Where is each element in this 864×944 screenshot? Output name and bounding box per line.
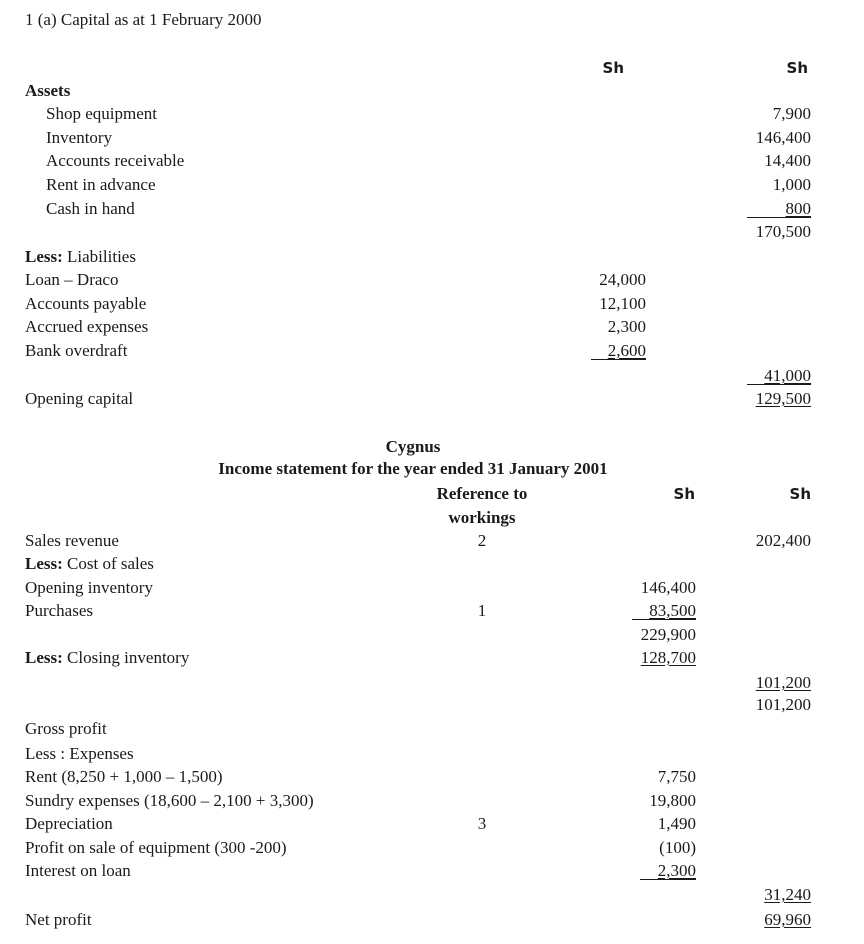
capital-col1-header: Sh bbox=[602, 59, 624, 77]
assets-heading: Assets bbox=[25, 81, 71, 100]
capital-col2-header: Sh bbox=[786, 59, 808, 77]
company-name: Cygnus bbox=[385, 437, 441, 456]
less-bold: Less: bbox=[25, 247, 63, 266]
liability-label: Loan – Draco bbox=[25, 270, 119, 289]
asset-label: Inventory bbox=[46, 128, 113, 147]
cost-of-sales-total: 101,200 bbox=[755, 673, 811, 692]
asset-value: 800 bbox=[785, 199, 811, 218]
asset-label: Shop equipment bbox=[46, 104, 157, 123]
liability-value: 2,600 bbox=[607, 341, 646, 360]
expense-ref: 3 bbox=[477, 814, 487, 833]
income-col2-header: Sh bbox=[789, 485, 811, 503]
less-rest: Cost of sales bbox=[62, 554, 154, 573]
expense-value: 2,300 bbox=[657, 861, 696, 880]
closing-inventory-label bbox=[25, 648, 189, 668]
cos-heading bbox=[25, 554, 154, 574]
gross-profit-value: 101,200 bbox=[755, 695, 811, 714]
liability-label: Accrued expenses bbox=[25, 317, 149, 336]
gross-profit-label: Gross profit bbox=[25, 719, 107, 738]
income-statement-title: Income statement for the year ended 31 January 2001 bbox=[218, 459, 608, 478]
sales-label: Sales revenue bbox=[25, 531, 119, 550]
liabilities-total: 41,000 bbox=[764, 366, 811, 385]
sales-value: 202,400 bbox=[755, 531, 811, 550]
less-rest: Closing inventory bbox=[62, 648, 190, 667]
underline-rule bbox=[747, 384, 811, 385]
asset-value: 7,900 bbox=[772, 104, 811, 123]
asset-value: 146,400 bbox=[755, 128, 811, 147]
net-profit-label: Net profit bbox=[25, 910, 92, 929]
section-title: 1 (a) Capital as at 1 February 2000 bbox=[25, 10, 262, 29]
expense-label: Rent (8,250 + 1,000 – 1,500) bbox=[25, 767, 223, 786]
liability-label: Bank overdraft bbox=[25, 341, 128, 360]
liabilities-heading bbox=[25, 247, 136, 267]
opening-capital-label: Opening capital bbox=[25, 389, 134, 408]
ref-header: Reference to bbox=[436, 484, 528, 503]
expense-value: 19,800 bbox=[649, 791, 696, 810]
purchases-label: Purchases bbox=[25, 601, 93, 620]
less-bold: Less: bbox=[25, 554, 63, 573]
net-profit-value: 69,960 bbox=[764, 910, 811, 929]
assets-total: 170,500 bbox=[755, 222, 811, 241]
underline-rule bbox=[747, 217, 811, 218]
expense-label: Sundry expenses (18,600 – 2,100 + 3,300) bbox=[25, 791, 314, 810]
asset-label: Rent in advance bbox=[46, 175, 156, 194]
expenses-heading: Less : Expenses bbox=[25, 744, 134, 763]
asset-label: Cash in hand bbox=[46, 199, 135, 218]
purchases-ref: 1 bbox=[477, 601, 487, 620]
liability-value: 2,300 bbox=[607, 317, 646, 336]
purchases-value: 83,500 bbox=[649, 601, 696, 620]
underline-rule bbox=[632, 619, 696, 620]
opening-inventory-value: 146,400 bbox=[640, 578, 696, 597]
ref-header-line2: workings bbox=[448, 508, 516, 527]
sales-ref: 2 bbox=[477, 531, 487, 550]
liability-label: Accounts payable bbox=[25, 294, 147, 313]
liability-value: 24,000 bbox=[599, 270, 646, 289]
asset-label: Accounts receivable bbox=[46, 151, 185, 170]
expense-value: (100) bbox=[659, 838, 696, 857]
income-col1-header: Sh bbox=[673, 485, 695, 503]
asset-value: 1,000 bbox=[772, 175, 811, 194]
expense-value: 7,750 bbox=[657, 767, 696, 786]
opening-inventory-label: Opening inventory bbox=[25, 578, 153, 597]
underline-rule bbox=[591, 359, 646, 360]
liability-value: 12,100 bbox=[599, 294, 646, 313]
asset-value: 14,400 bbox=[764, 151, 811, 170]
opening-capital-value: 129,500 bbox=[755, 389, 811, 408]
expense-value: 1,490 bbox=[657, 814, 696, 833]
closing-inventory-value: 128,700 bbox=[640, 648, 696, 667]
less-rest: Liabilities bbox=[62, 247, 136, 266]
expense-label: Depreciation bbox=[25, 814, 113, 833]
underline-rule bbox=[640, 879, 696, 880]
less-bold: Less: bbox=[25, 648, 63, 667]
expenses-total: 31,240 bbox=[764, 885, 811, 904]
expense-label: Profit on sale of equipment (300 -200) bbox=[25, 838, 287, 857]
expense-label: Interest on loan bbox=[25, 861, 131, 880]
cost-subtotal: 229,900 bbox=[640, 625, 696, 644]
